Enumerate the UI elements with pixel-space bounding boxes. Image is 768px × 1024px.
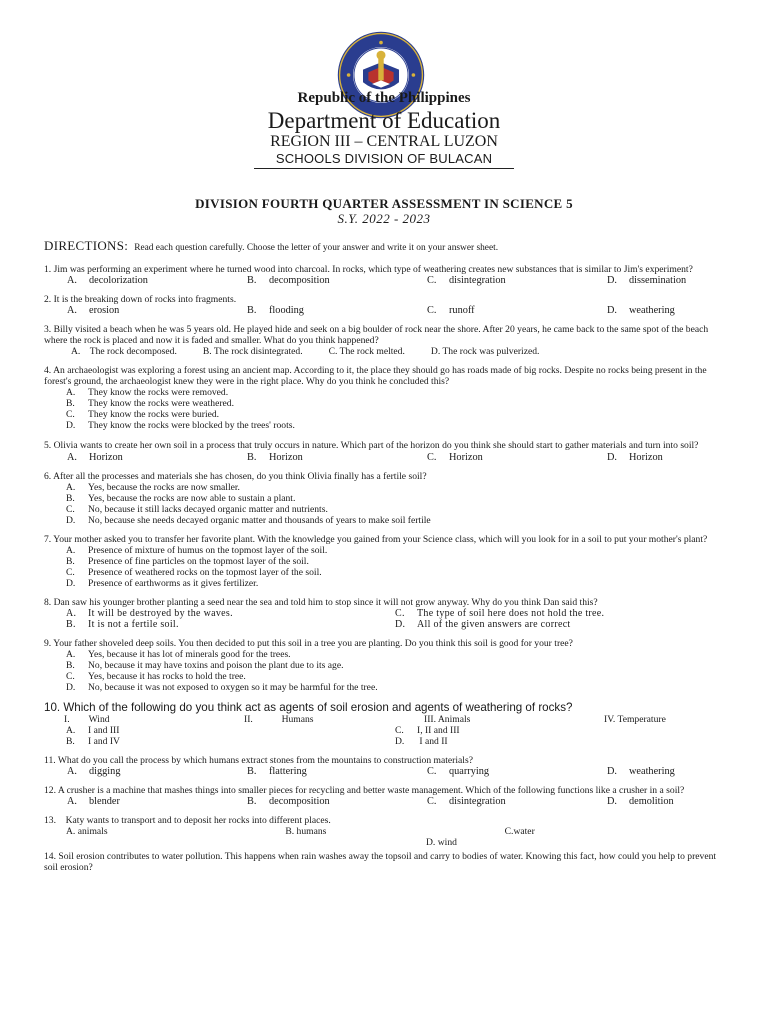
option-a[interactable]: A. Yes, because it has lot of minerals good for the trees. xyxy=(66,649,291,660)
option-d[interactable]: D. dissemination xyxy=(607,275,687,286)
question-11 xyxy=(44,755,724,777)
question-8 xyxy=(44,597,724,630)
option-c[interactable]: C. No, because it still lacks decayed organic matter and nutrients. xyxy=(66,504,328,515)
option-a[interactable]: A. I and III xyxy=(66,725,120,736)
option-b[interactable]: B. I and IV xyxy=(66,736,120,747)
option-d[interactable]: D. No, because she needs decayed organic matter and thousands of years to make soil fertile xyxy=(66,515,431,526)
option-d[interactable]: D. demolition xyxy=(607,796,674,807)
question-3 xyxy=(44,324,724,357)
header-divider xyxy=(254,168,514,169)
option-a[interactable]: A. erosion xyxy=(67,305,120,316)
item-ii: II. Humans xyxy=(244,714,314,725)
division-heading: SCHOOLS DIVISION OF BULACAN xyxy=(275,151,493,166)
department-heading: Department of Education xyxy=(267,108,501,133)
option-d[interactable]: D. They know the rocks were blocked by the trees' roots. xyxy=(66,420,295,431)
option-c[interactable]: C. quarrying xyxy=(427,766,490,777)
question-stem: 13. Katy wants to transport and to deposit her rocks into different places. xyxy=(44,815,331,826)
option-d[interactable]: D. No, because it was not exposed to oxygen so it may be harmful for the tree. xyxy=(66,682,378,693)
option-b[interactable]: B. Presence of fine particles on the topmost layer of the soil. xyxy=(66,556,309,567)
option-c[interactable]: C. disintegration xyxy=(427,275,506,286)
option-c[interactable]: C. The rock melted. xyxy=(328,346,405,357)
question-stem: 4. An archaeologist was exploring a forest using an ancient map. According to it, the place they should go has roads made of big rocks. Despite no rocks being present in the forest's ground, the archaeologist knew they were in the right place. Why do you think he concluded this? xyxy=(44,365,707,387)
option-b[interactable]: B. flooding xyxy=(247,305,304,316)
option-d[interactable]: D. All of the given answers are correct xyxy=(395,619,571,630)
assessment-title: DIVISION FOURTH QUARTER ASSESSMENT IN SCIENCE 5 xyxy=(195,196,573,211)
question-stem: 3. Billy visited a beach when he was 5 years old. He played hide and seek on a big boulder of rock near the shore. After 20 years, he came back to the same spot of the beach where the rock is placed and now it is faded and smaller. What do you think happened? xyxy=(44,324,709,346)
option-b[interactable]: B. Yes, because the rocks are now able to sustain a plant. xyxy=(66,493,296,504)
question-stem: 14. Soil erosion contributes to water pollution. This happens when rain washes away the topsoil and carry to bodies of water. Knowing this fact, how could you help to prevent soil erosion? xyxy=(44,851,717,873)
option-c[interactable]: C. The type of soil here does not hold the tree. xyxy=(395,608,605,619)
option-c[interactable]: C. Presence of weathered rocks on the topmost layer of the soil. xyxy=(66,567,322,578)
question-1 xyxy=(44,264,724,286)
question-12 xyxy=(44,785,724,807)
question-stem: 5. Olivia wants to create her own soil in a process that truly occurs in nature. Which part of the horizon do you think she should start to gather materials and turn into soil? xyxy=(44,440,699,451)
option-b[interactable]: B. They know the rocks were weathered. xyxy=(66,398,234,409)
directions-heading: DIRECTIONS: xyxy=(44,238,129,253)
option-d[interactable]: D. I and II xyxy=(395,736,448,747)
question-stem: 12. A crusher is a machine that mashes things into smaller pieces for recycling and better waste management. Which of the following functions like a crusher in a soil? xyxy=(44,785,685,796)
option-c[interactable]: C. Horizon xyxy=(427,452,483,463)
option-b[interactable]: B. Horizon xyxy=(247,452,303,463)
option-a[interactable]: A. It will be destroyed by the waves. xyxy=(66,608,233,619)
option-b[interactable]: B. humans xyxy=(285,826,327,837)
question-stem: 9. Your father shoveled deep soils. You then decided to put this soil in a tree you are planting. Do you think this soil is good for your tree? xyxy=(44,638,573,649)
region-heading: REGION III – CENTRAL LUZON xyxy=(270,133,498,150)
question-stem: 11. What do you call the process by which humans extract stones from the mountains to construction materials? xyxy=(44,755,473,766)
question-6 xyxy=(44,471,724,526)
question-stem: 2. It is the breaking down of rocks into fragments. xyxy=(44,294,237,305)
question-4 xyxy=(44,365,724,431)
option-a[interactable]: A. decolorization xyxy=(67,275,148,286)
option-c[interactable]: C. disintegration xyxy=(427,796,506,807)
question-7 xyxy=(44,534,724,589)
question-stem: 6. After all the processes and materials she has chosen, do you think Olivia finally has a fertile soil? xyxy=(44,471,427,482)
option-a[interactable]: A. Yes, because the rocks are now smaller. xyxy=(66,482,240,493)
question-5 xyxy=(44,439,724,463)
question-stem: 7. Your mother asked you to transfer her favorite plant. With the knowledge you gained from your Science class, which will you look for in a soil to put your mother's plant? xyxy=(44,534,708,545)
republic-heading: Republic of the Philippines xyxy=(297,90,471,106)
option-b[interactable]: B. It is not a fertile soil. xyxy=(66,619,179,630)
option-c[interactable]: C.water xyxy=(504,826,535,837)
option-b[interactable]: B. The rock disintegrated. xyxy=(202,346,303,357)
option-b[interactable]: B. decomposition xyxy=(247,796,330,807)
question-14 xyxy=(44,851,724,873)
option-b[interactable]: B. decomposition xyxy=(247,275,330,286)
item-iv: IV. Temperature xyxy=(604,714,666,725)
school-year: S.Y. 2022 - 2023 xyxy=(337,211,431,226)
option-c[interactable]: C. Yes, because it has rocks to hold the tree. xyxy=(66,671,246,682)
directions xyxy=(44,240,724,254)
option-d[interactable]: D. wind xyxy=(426,837,457,848)
question-stem: 1. Jim was performing an experiment where he turned wood into charcoal. In rocks, which type of weathering creates new substances that is similar to Jim's experiment? xyxy=(44,264,693,275)
directions-text: Read each question carefully. Choose the letter of your answer and write it on your answer sheet. xyxy=(134,243,499,253)
option-b[interactable]: B. flattering xyxy=(247,766,307,777)
option-c[interactable]: C. I, II and III xyxy=(395,725,460,736)
question-10 xyxy=(44,701,724,747)
option-a[interactable]: A. animals xyxy=(66,826,108,837)
question-13 xyxy=(44,815,724,848)
option-a[interactable]: A. Horizon xyxy=(67,452,123,463)
option-a[interactable]: A. blender xyxy=(67,796,120,807)
question-list xyxy=(44,240,724,881)
option-d[interactable]: D. Presence of earthworms as it gives fertilizer. xyxy=(66,578,259,589)
option-b[interactable]: B. No, because it may have toxins and poison the plant due to its age. xyxy=(66,660,344,671)
option-a[interactable]: A. They know the rocks were removed. xyxy=(66,387,229,398)
option-c[interactable]: C. runoff xyxy=(427,305,475,316)
option-d[interactable]: D. weathering xyxy=(607,305,675,316)
option-a[interactable]: A. Presence of mixture of humus on the topmost layer of the soil. xyxy=(66,545,328,556)
option-d[interactable]: D. Horizon xyxy=(607,452,663,463)
item-iii: III. Animals xyxy=(424,714,471,725)
question-stem: 10. Which of the following do you think act as agents of soil erosion and agents of weathering of rocks? xyxy=(44,701,573,714)
option-a[interactable]: A. The rock decomposed. xyxy=(71,346,177,357)
question-stem: 8. Dan saw his younger brother planting a seed near the sea and told him to stop since it will not grow anyway. Why do you think Dan said this? xyxy=(44,597,598,608)
option-c[interactable]: C. They know the rocks were buried. xyxy=(66,409,220,420)
item-i: I. Wind xyxy=(64,714,110,725)
question-2 xyxy=(44,294,724,316)
option-a[interactable]: A. digging xyxy=(67,766,121,777)
option-d[interactable]: D. The rock was pulverized. xyxy=(430,346,540,357)
question-9 xyxy=(44,638,724,693)
option-d[interactable]: D. weathering xyxy=(607,766,675,777)
